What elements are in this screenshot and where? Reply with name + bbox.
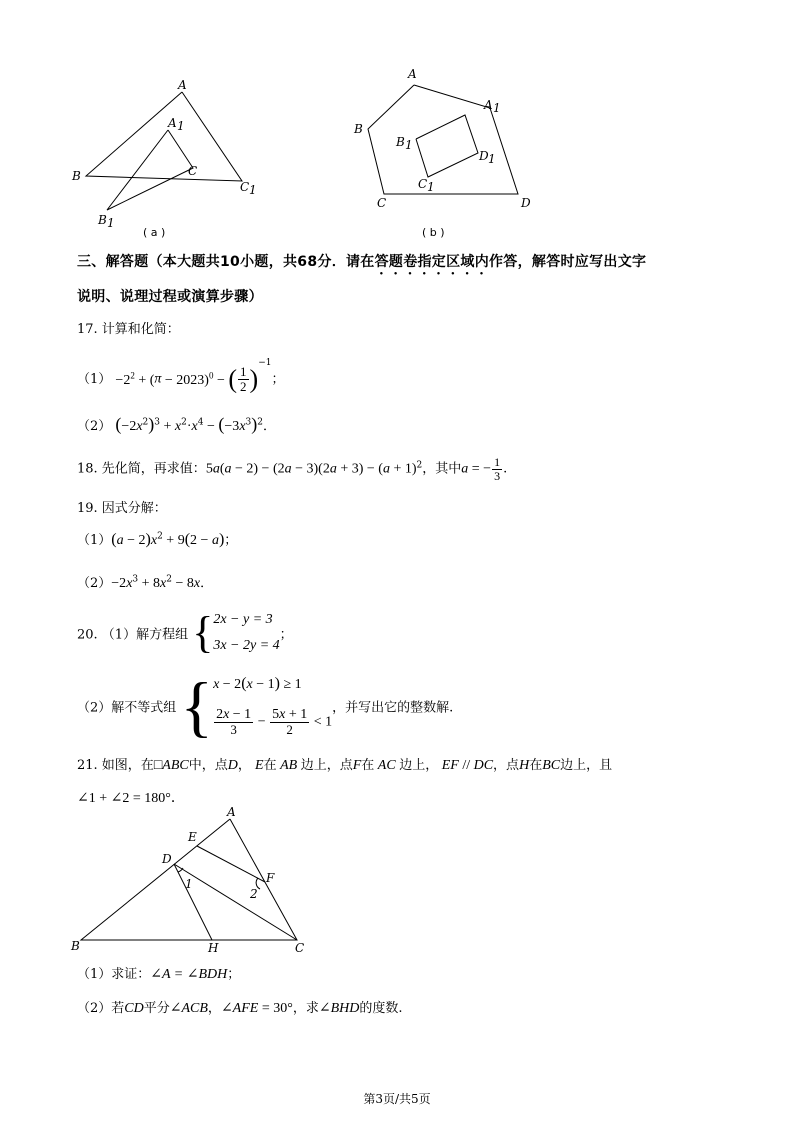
figure-b [350,66,550,243]
q19-part1: $(1)(a - 2)x^2 + 9(2 - a)$； [77,531,238,548]
label-e: E [188,830,197,844]
q20-eq1: 2x − y = 3 [213,612,273,627]
label-angle-2: 2 [250,887,258,901]
label-a: A [408,67,417,81]
q17-part2: （2） $(-2x^2)^3 + x^2\cdot x^4 - (-3x^3)^2$． [77,414,277,434]
label-c: C [295,941,305,955]
label-b: B [354,122,363,136]
emphasized-text: 答题卷指定区域内 [374,254,489,270]
q19-stem: 19. 因式分解： [77,501,167,516]
q21-figure [68,806,318,956]
sub-a1: 1 [177,119,185,133]
label-f: F [266,871,275,885]
page-footer: 第3页/共5页 [363,1092,431,1106]
sub-d1: 1 [488,152,496,166]
q17-part1: $(1) -2^2 + (\pi - 2023)^0$ − ( $\frac{1}{2}$ )$^{-1}$； [77,358,285,394]
triangle-a1b1c1 [107,130,193,210]
q19-part2: $(2)-2x^3 + 8x^2 - 8x$． [77,574,214,591]
q20-part1: 20. （1）解方程组 { 2x − y = 3 3x − 2y = 4 ； [77,608,293,657]
caption-b: ( b ) [422,226,445,239]
sub-c1: 1 [249,183,257,197]
sub-c1: 1 [427,180,435,194]
label-a: A [178,78,187,92]
label-a1: A [484,98,493,112]
figure-a [70,78,280,243]
label-d: D [521,196,531,210]
label-angle-1: 1 [185,877,193,891]
label-b1: B [396,135,405,149]
q21-part2: （2）若CD平分∠ACB，∠AFE = 30°，求∠BHD的度数. [77,1001,403,1016]
sub-b1: 1 [405,138,413,152]
label-a: A [227,805,236,819]
caption-a: ( a ) [143,226,166,239]
figure-b-svg [350,66,550,243]
sub-a1: 1 [493,101,501,115]
label-c: C [377,196,387,210]
q17-stem: 17. 计算和化简： [77,322,180,337]
q21-part1: （1）求证：∠A = ∠BDH； [77,967,241,982]
q21-stem-line1: 21. 如图，在□ABC中，点D， E在 AB 边上，点F在 AC 边上， EF // DC，点H在BC边上，且 [77,758,613,773]
section-3-title-line2: 说明、说理过程或演算步骤） [77,289,263,305]
label-d: D [162,852,172,866]
label-h: H [208,941,219,955]
quadrilateral-a1b1c1d1 [416,115,478,177]
label-a1: A [168,116,177,130]
label-b: B [71,939,80,953]
label-c1: C [418,177,428,191]
label-c: C [188,164,198,178]
triangle-abc [86,92,242,181]
q21-stem-line2: ∠1 + ∠2 = 180°． [77,791,185,806]
q18: 18. 先化简，再求值：$5a(a - 2) - (2a - 3)(2a + 3) - (a + 1)^2$，其中a = − $\frac{1}{3}$ . [77,455,508,483]
q21-figure-svg [68,806,318,956]
label-b: B [72,169,81,183]
sub-b1: 1 [107,216,115,230]
label-b1: B [98,213,107,227]
figure-a-svg [70,78,280,243]
label-c1: C [240,180,250,194]
q20-eq2: 3x − 2y = 4 [213,638,280,653]
q20-part2: （2）解不等式组 { x − 2(x − 1) ≥ 1 $\frac{2x - 1}{3}$ − $\frac{5x + 1}{2}$ < 1 ，并写出它的整数解. [77,668,454,744]
section-3-title: 三、解答题（本大题共10小题，共68分．请在答题卷指定区域内作答，解答时应写出文字 [77,254,647,270]
label-d1: D [479,149,489,163]
